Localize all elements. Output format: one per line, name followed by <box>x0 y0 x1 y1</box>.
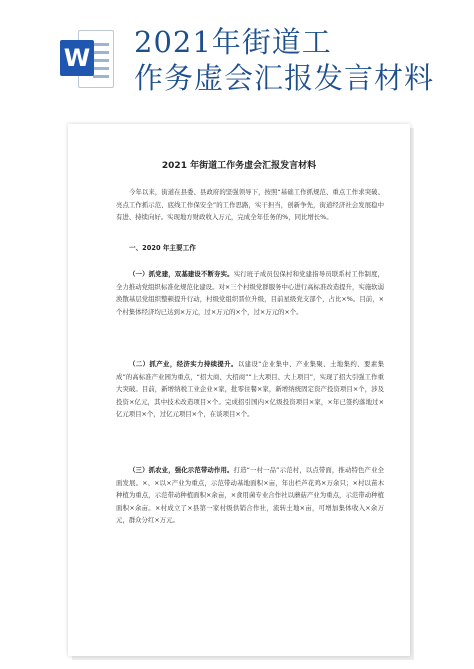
intro-paragraph: 今年以来，街道在县委、县政府的坚强领导下，按照“基础工作抓规范、重点工作求突破、亮点工作抓示范、底线工作保安全”的工作思路，实干担当，创新争先，街道经济社会发展稳中有进、持续向好。实现地方财政收入万元，完成全年任务的%，同比增长%。 <box>116 188 384 222</box>
item-2-lead: （二）抓产业，经济实力持续提升。 <box>129 360 238 368</box>
document-preview <box>68 124 410 656</box>
item-1-paragraph <box>116 268 384 318</box>
banner-title <box>134 24 464 96</box>
item-3-paragraph <box>116 464 384 527</box>
word-badge: W <box>60 40 94 76</box>
banner-title-line-1: 2021年街道工 <box>134 25 332 59</box>
item-2-text: 以建设“企业集中、产业集聚、土地集约、要素集成”的高标准产业园为重点，“招大商、大招商”“上大项目、大上项目”，实现了招大引强工作重大突破。目前，新增纳税工业企业×家，批零住餐×家，新增纳统固定资产投资项目×个，涉及投资×亿元，其中技术改造项目×个。完成招引国内×亿级投资项目×家，×年已签约落地过×亿元项目×个，过亿元项目×个，在谈项目×个。 <box>116 360 385 419</box>
item-2-paragraph <box>116 358 384 421</box>
item-3-text: 打造“一村一品”示范村，以点带面，推动特色产业全面发展。×、×以×产业为重点，示范带动基地面积×亩，年出栏芦花鸡×万余只；×村以苗木种植为重点，示范带动种植面积×余亩，×食用菌专业合作社以蘑菇产业为重点，示范带动种植面积×余亩。×村成立了×县第一家村级供销合作社，流转土地×亩，可增加集体收入×余万元，群众分红×万元。 <box>116 466 385 525</box>
banner-title-line-2: 作务虚会汇报发言材料 <box>134 61 435 95</box>
item-1-text: 实行班子成员包保村和党建指导员联系村工作制度，全力推动党组织标准化规范化建设。对×三个村级党群服务中心进行高标准改造提升，实施软弱涣散基层党组织整顿提升行动，村级党组织晋位升级，目前星级党支部个，占比×%。目前，×个村集体经济均已达到×万元，过×万元的×个，过×万元的×个。 <box>116 270 385 316</box>
section-heading: 一、2020 年主要工作 <box>129 244 196 252</box>
item-3-lead: （三）抓农业，强化示范带动作用。 <box>129 466 234 474</box>
document-title: 2021 年街道工作务虚会汇报发言材料 <box>161 161 317 171</box>
word-document-icon <box>60 30 112 86</box>
item-1-lead: （一）抓党建，双基建设不断夯实。 <box>129 270 234 278</box>
title-banner <box>0 0 474 118</box>
